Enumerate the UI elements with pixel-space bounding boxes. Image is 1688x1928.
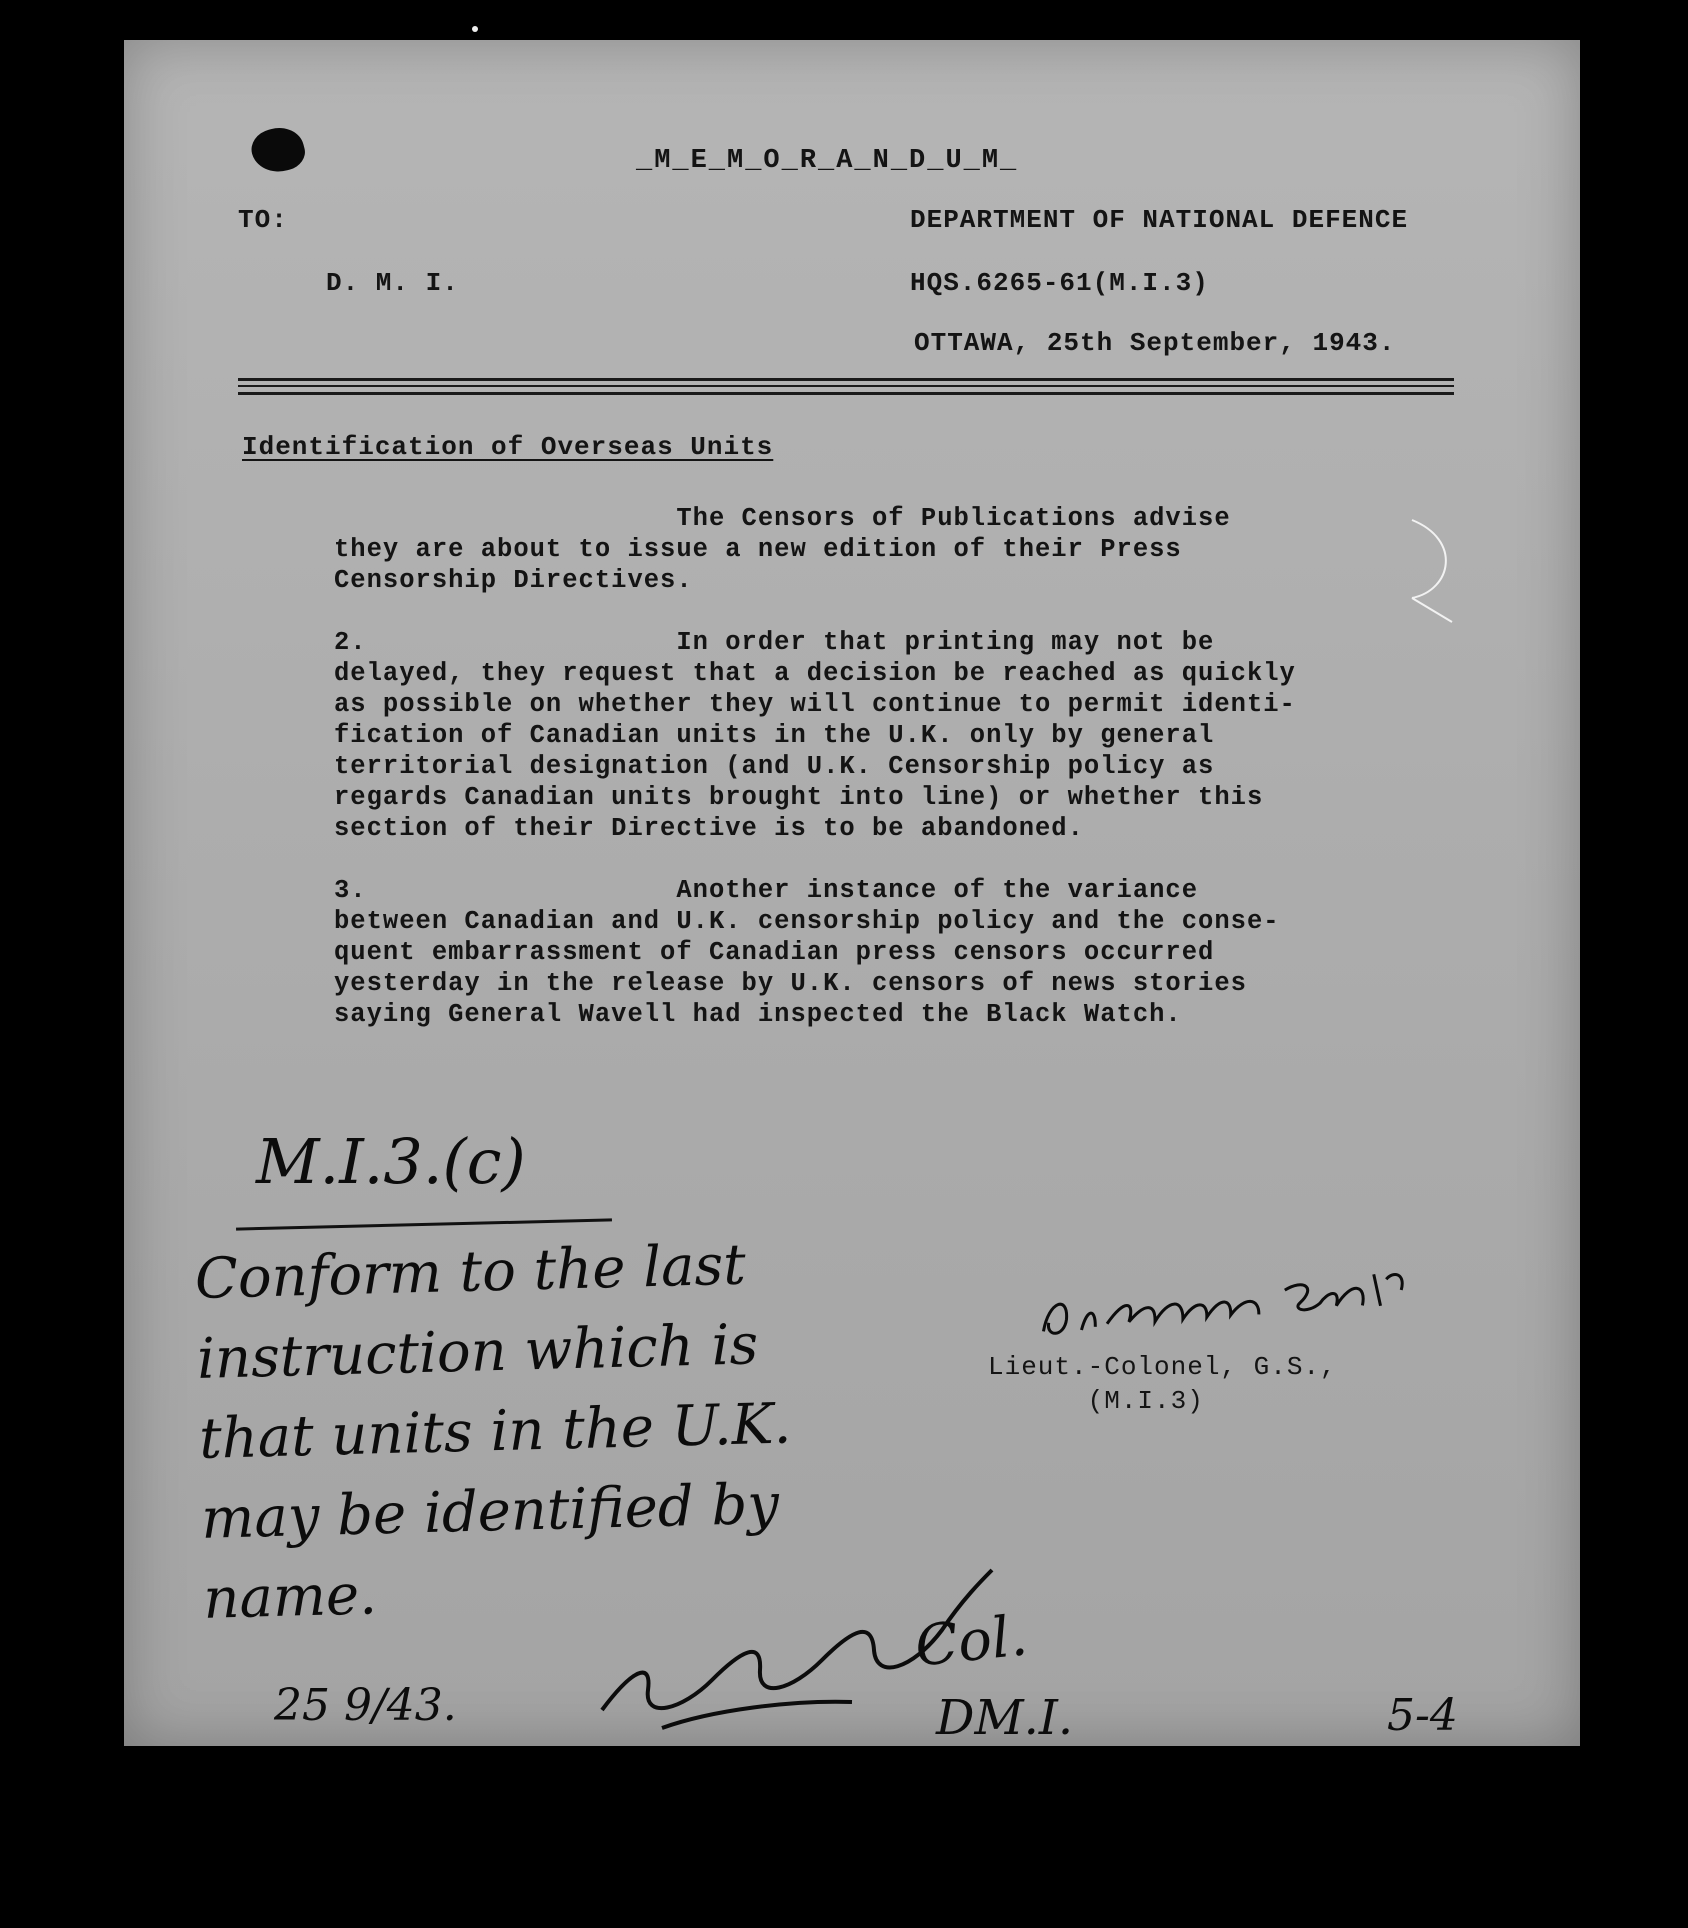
- subject-heading: Identification of Overseas Units: [242, 432, 774, 462]
- handwritten-minute: Conform to the last instruction which is that units in the U.K. may be identified by name.: [194, 1232, 793, 1632]
- memo-page: [124, 40, 1580, 1746]
- place-date: OTTAWA, 25th September, 1943.: [914, 328, 1396, 358]
- header-rule-middle: [238, 385, 1454, 387]
- paragraph-2: 2. In order that printing may not be delayed, they request that a decision be reached as quickly as possible on whether they will continue to permit identi- fication of Canadian units in the U.K. only by general territorial designation (and U.K. Censorship policy as regards Canadian units brought into line) or whether this section of their Directive is to be abandoned.: [334, 628, 1296, 843]
- handwritten-page-ref: 5-4: [1387, 1690, 1458, 1741]
- handwritten-signature-1: [1034, 1255, 1458, 1351]
- to-label: TO:: [238, 205, 288, 235]
- margin-tick-mark: [1392, 510, 1482, 630]
- paragraph-1: The Censors of Publications advise they are about to issue a new edition of their Press Censorship Directives.: [334, 504, 1231, 595]
- film-speck: [472, 26, 478, 32]
- paragraph-3: 3. Another instance of the variance between Canadian and U.K. censorship policy and the conse- quent embarrassment of Canadian press censors occurred yesterday in the release by U.K. censors of news stories saying General Wavell had inspected the Black Watch.: [334, 876, 1280, 1029]
- memo-title: _M_E_M_O_R_A_N_D_U_M_: [636, 146, 1019, 176]
- file-reference: HQS.6265-61(M.I.3): [910, 268, 1209, 298]
- header-rule-bottom: [238, 392, 1454, 395]
- header-rule-top: [238, 378, 1454, 381]
- ink-blot: [247, 122, 309, 178]
- department-name: DEPARTMENT OF NATIONAL DEFENCE: [910, 205, 1409, 235]
- routing-underline: [236, 1218, 612, 1230]
- handwritten-date: 25 9/43.: [274, 1680, 457, 1731]
- recipient: D. M. I.: [326, 268, 459, 298]
- handwritten-rank: Col.: [912, 1603, 1031, 1680]
- handwritten-office: DM.I.: [936, 1690, 1074, 1746]
- handwritten-routing: M.I.3.(c): [256, 1125, 526, 1198]
- signature-title: Lieut.-Colonel, G.S., (M.I.3): [988, 1352, 1337, 1416]
